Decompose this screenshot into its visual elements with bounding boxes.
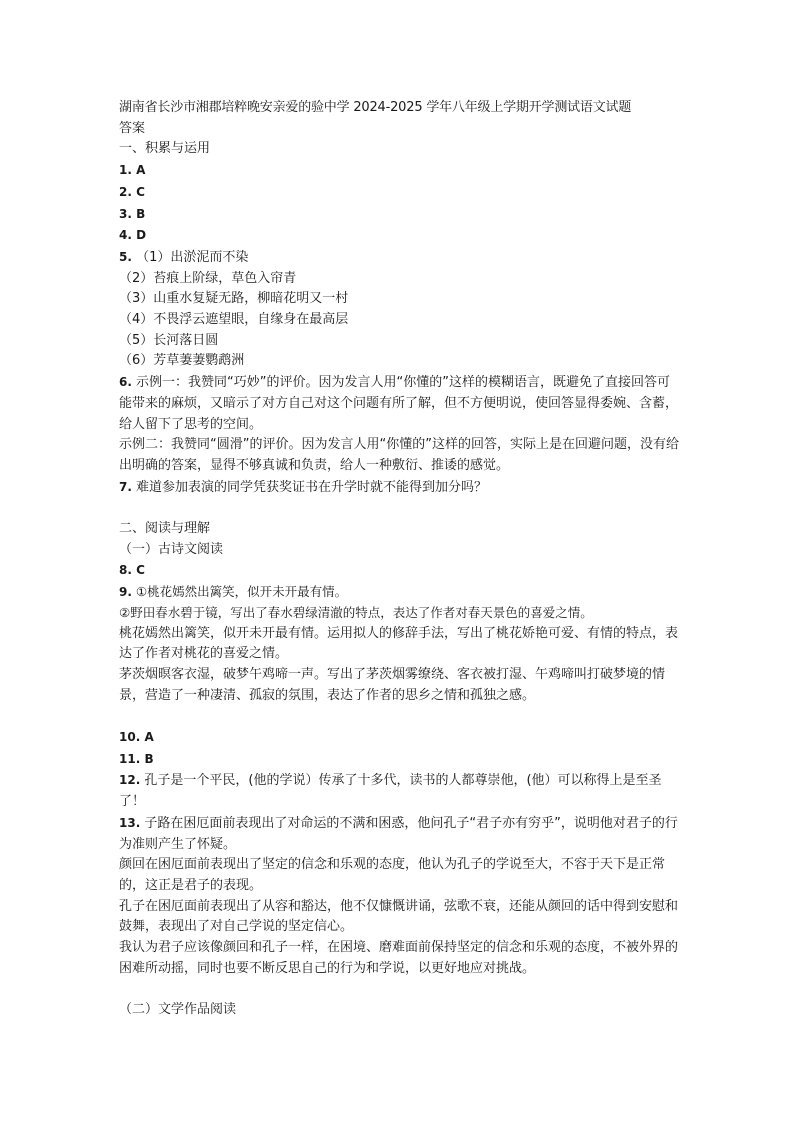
answer-q12: [119, 770, 679, 812]
answer-q13-para3: 孔子在困厄面前表现出了从容和豁达，他不仅慷慨讲诵，弦歌不衰，还能从颜回的话中得到安慰和鼓舞，表现出了对自己学说的坚定信心。: [119, 898, 679, 935]
answer-q9-para1: 桃花嫣然出篱笑，似开未开最有情。运用拟人的修辞手法，写出了桃花娇艳可爱、有情的特点，表达了作者对桃花的喜爱之情。: [119, 625, 679, 662]
subsection-heading-1: （一）古诗文阅读: [119, 541, 224, 557]
answer-text: 示例一：我赞同“巧妙”的评价。因为发言人用“你懂的”这样的模糊语言，既避免了直接回答可能带来的麻烦，又暗示了对方自己对这个问题有所了解，但不方便明说，使回答显得委婉、含蓄，给人留下了思考的空间。: [119, 375, 679, 432]
subsection-heading-2: （二）文学作品阅读: [119, 1002, 237, 1018]
question-number: 7.: [119, 479, 132, 494]
answer-text: B: [140, 751, 154, 766]
answer-text: 难道参加表演的同学凭获奖证书在升学时就不能得到加分吗？: [131, 479, 488, 495]
answer-text: （1）出淤泥而不染: [136, 249, 249, 265]
question-number: 6.: [119, 375, 132, 390]
question-number: 8.: [119, 563, 132, 578]
answer-text: 子路在困厄面前表现出了对命运的不满和困惑，他问孔子“君子亦有穷乎”，说明他对君子的行为准则产生了怀疑。: [119, 815, 678, 852]
answer-text: A: [140, 730, 154, 745]
answer-q13-para2: 颜回在困厄面前表现出了坚定的信念和乐观的态度，他认为孔子的学说至大，不容于天下是正常的，这正是君子的表现。: [119, 857, 666, 893]
answer-q5-item4: （4）不畏浮云遮望眼，自缘身在最高层: [119, 312, 349, 328]
answer-text: B: [131, 206, 146, 221]
answer-q11: [119, 749, 679, 771]
answer-q2: [119, 182, 679, 204]
blank-line: [119, 980, 679, 1001]
answer-q9-line1: [119, 582, 679, 603]
answer-q5-item1: [119, 247, 679, 269]
answer-q3: [119, 204, 679, 226]
answer-text: A: [131, 163, 146, 178]
answer-text: C: [131, 563, 145, 578]
question-number: 4.: [119, 228, 132, 243]
section-heading-2: 二、阅读与理解: [119, 521, 211, 537]
answer-q5-item2: （2）苔痕上阶绿，草色入帘青: [119, 270, 297, 286]
answer-q1: [119, 160, 679, 182]
answer-q6-example2: 示例二：我赞同“圆滑”的评价。因为发言人用“你懂的”这样的回答，实际上是在回避问题，没有给出明确的答案，显得不够真诚和负责，给人一种敷衍、推诿的感觉。: [119, 437, 679, 473]
blank-line: [119, 706, 679, 727]
document-title-line1: 湖南省长沙市湘郡培粹晚安亲爱的验中学 2024-2025 学年八年级上学期开学测试语文试题: [119, 100, 632, 115]
question-number: 13.: [119, 815, 141, 830]
answer-q4: [119, 225, 679, 247]
question-number: 12.: [119, 773, 141, 788]
answer-text: D: [131, 228, 147, 243]
answer-q10: [119, 727, 679, 749]
answer-q6-example1: [119, 372, 679, 435]
answer-q13-para4: 我认为君子应该像颜回和孔子一样，在困境、磨难面前保持坚定的信念和乐观的态度，不被外界的困难所动摇，同时也要不断反思自己的行为和学说，以更好地应对挑战。: [119, 940, 679, 976]
section-heading-1: 一、积累与运用: [119, 141, 211, 157]
answer-q5-item5: （5）长河落日圆: [119, 332, 219, 348]
document-title-line2: 答案: [119, 120, 146, 136]
answer-q9-line2: ②野田春水碧于镜，写出了春水碧绿清澈的特点，表达了作者对春天景色的喜爱之情。: [119, 604, 593, 620]
answer-q9-para2: 茅茨烟暝客衣湿，破梦午鸡啼一声。写出了茅茨烟雾缭绕、客衣被打湿、午鸡啼叫打破梦境的情景，营造了一种凄清、孤寂的氛围，表达了作者的思乡之情和孤独之感。: [119, 666, 666, 703]
answer-document: [119, 98, 679, 1021]
answer-q13-para1: [119, 813, 679, 855]
answer-q7: [119, 477, 679, 499]
blank-line: [119, 498, 679, 519]
answer-q5-item3: （3）山重水复疑无路，柳暗花明又一村: [119, 291, 349, 307]
question-number: 5.: [119, 249, 132, 264]
question-number: 10.: [119, 730, 141, 745]
question-number: 2.: [119, 184, 132, 199]
answer-q5-item6: （6）芳草萋萋鹦鹉洲: [119, 353, 245, 369]
answer-q8: [119, 560, 679, 582]
question-number: 3.: [119, 206, 132, 221]
answer-text: C: [131, 184, 145, 199]
answer-text: 孔子是一个平民，(他的学说）传承了十多代，读书的人都尊崇他，(他）可以称得上是至圣了！: [119, 773, 662, 810]
question-number: 1.: [119, 163, 132, 178]
question-number: 11.: [119, 751, 141, 766]
question-number: 9.: [119, 585, 132, 600]
answer-text: ①桃花嫣然出篱笑，似开未开最有情。: [131, 584, 348, 600]
